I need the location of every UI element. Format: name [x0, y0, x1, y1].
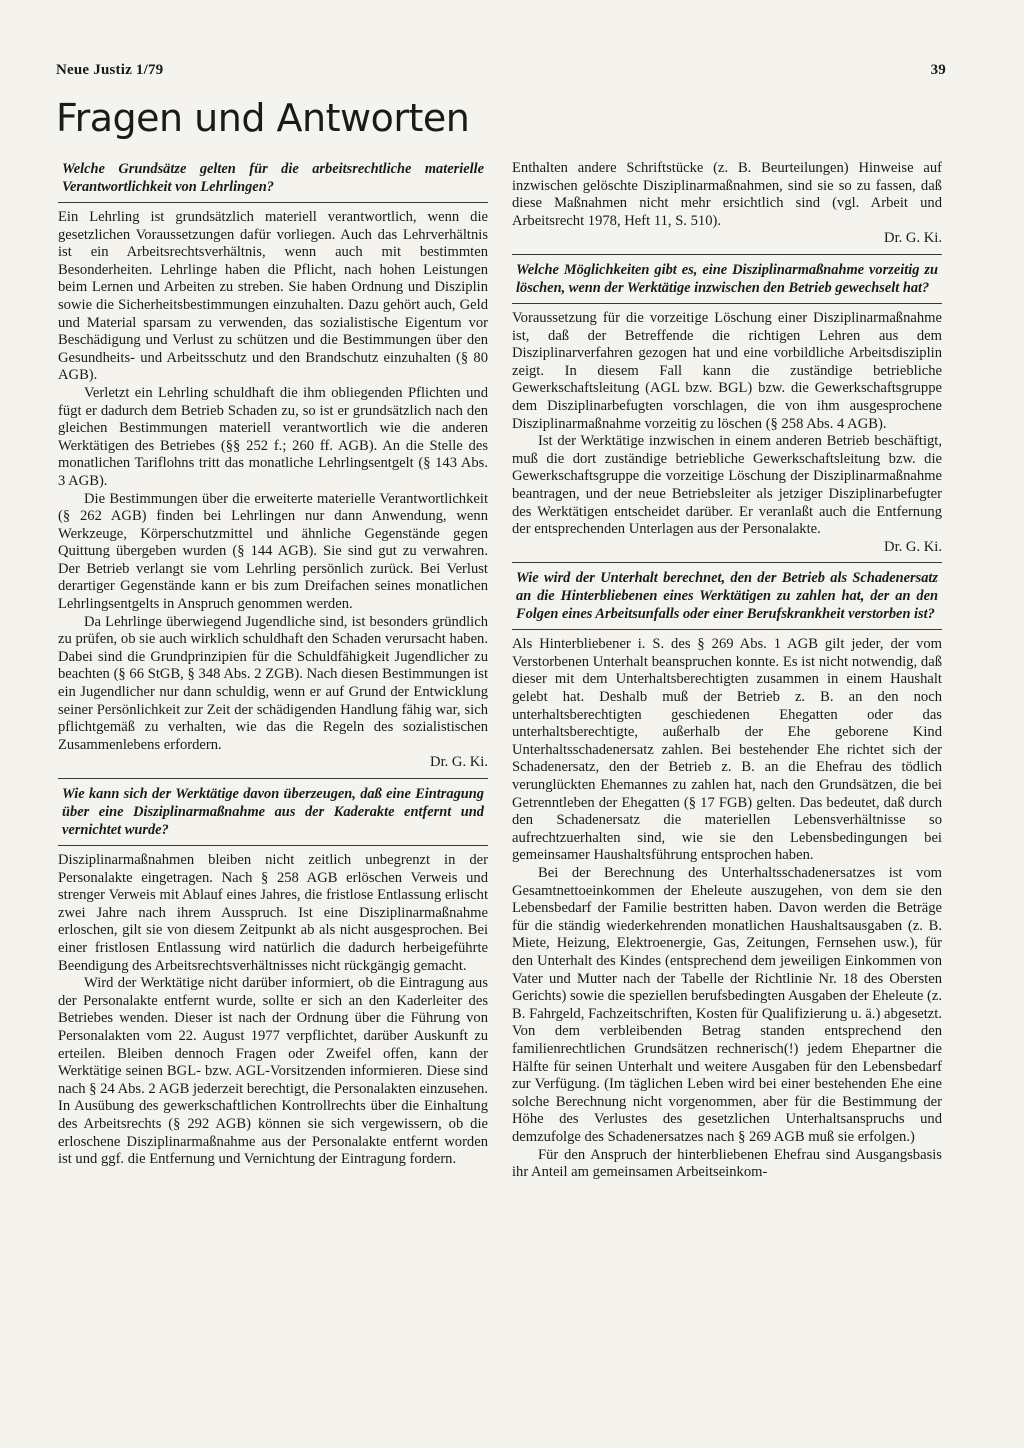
author-signature: Dr. G. Ki. — [884, 230, 942, 247]
answer-paragraph: Als Hinterbliebener i. S. des § 269 Abs. 1 AGB gilt jeder, der vom Verstorbenen Unterhalt beanspruchen konnte. Es ist nicht notwendig, daß dieser mit dem Unterhaltsberechtigten zusammen in einem Haushalt gelebt hat. Deshalb muß der Betrieb z. B. an den noch unterhaltsberechtigten geschiedenen Ehegatten oder das unterhaltsberechtigte, außerhalb der Ehe geborene Kind Unterhaltsschadenersatz zahlen. Bei bestehender Ehe richtet sich der Schadenersatz, den der Betrieb z. B. an die Ehefrau des tödlich verunglückten Ehemannes zu zahlen hat, nach den Grundsätzen, die bei Getrenntleben der Ehegatten (§ 17 FGB) gelten. Das bedeutet, daß durch den Schadenersatz die materiellen Lebensverhältnisse so aufrechtzuerhalten sind, wie sie den Lebensbedingungen bei gemeinsamer Haushaltsführung entsprochen haben. — [512, 636, 942, 864]
answer-paragraph: Verletzt ein Lehrling schuldhaft die ihm obliegenden Pflichten und fügt er dadurch dem Betrieb Schaden zu, so ist er grundsätzlich nach den gleichen Bestimmungen materiell verantwortlich wie die anderen Werktätigen des Betriebes (§§ 252 f.; 260 ff. AGB). An die Stelle des monatlichen Tariflohns tritt das monatliche Lehrlingsentgelt (§ 143 Abs. 3 AGB). — [58, 384, 488, 489]
answer-paragraph: Bei der Berechnung des Unterhaltsschadenersatzes ist vom Gesamtnettoeinkommen der Eheleute auszugehen, von dem sie den Lebensbedarf der Familie bestritten haben. Davon werden die Beträge für die ständig wiederkehrenden monatlichen Haushaltsausgaben (z. B. Miete, Heizung, Elektroenergie, Gas, Zeitungen, Fernsehen usw.), für den Unterhalt des Kindes (entsprechend dem jeweiligen Einkommen von Vater und Mutter nach der Tabelle der Richtlinie Nr. 18 des Obersten Gerichts) sowie die speziellen berufsbedingten Ausgaben der Eheleute (z. B. Fahrgeld, Fachzeitschriften, Kosten für Qualifizierung u. ä.) abgesetzt. Von dem verbleibenden Betrag standen entsprechend den familienrechtlichen Grundsätzen rechnerisch(!) jedem Ehepartner die Hälfte für seinen Unterhalt und weitere Ausgaben für den Lebensbedarf zur Verfügung. (Im täglichen Leben wird bei einer bestehenden Ehe eine solche Berechnung nicht vorgenommen, aber für die Bestimmung der Höhe des Verlustes des gesetzlichen Unterhaltsanspruchs und demzufolge des Schadenersatzes nach § 269 AGB muß sie erfolgen.) — [512, 865, 942, 1145]
divider-rule — [512, 629, 942, 630]
answer-paragraph: Disziplinarmaßnahmen bleiben nicht zeitlich unbegrenzt in der Personalakte eingetragen. Nach § 258 AGB erlöschen Verweis und strenger Verweis mit Ablauf eines Jahres, die fristlose Entlassung erlischt zwei Jahre nach ihrem Ausspruch. Ist eine Disziplinarmaßnahme erloschen, gilt sie von diesem Zeitpunkt ab als nicht ausgesprochen. Bei einer fristlosen Entlassung wird natürlich die dadurch herbeigeführte Beendigung des Arbeitsrechtsverhältnisses nicht rückgängig gemacht. — [58, 852, 488, 974]
qa-block — [58, 160, 488, 772]
divider-rule — [58, 778, 488, 779]
section-title: Fragen und Antworten — [56, 96, 470, 140]
author-signature: Dr. G. Ki. — [884, 538, 942, 555]
qa-block — [512, 254, 942, 556]
right-column — [512, 160, 942, 1182]
divider-rule — [512, 303, 942, 304]
answer-paragraph: Wird der Werktätige nicht darüber informiert, ob die Eintragung aus der Personalakte entfernt wurde, sollte er sich an den Kaderleiter des Betriebes wenden. Dieser ist nach der Ordnung über die Führung von Personalakten vom 22. August 1977 verpflichtet, darüber Auskunft zu erteilen. Bleiben dennoch Fragen oder Zweifel offen, kann der Werktätige seinen BGL- bzw. AGL-Vorsitzenden informieren. Diese sind nach § 24 Abs. 2 AGB jederzeit berechtigt, die Personalakten einzusehen. In Ausübung des gewerkschaftlichen Kontrollrechts über die Einhaltung des Arbeitsrechts (§ 292 AGB) können sie sich vergewissern, ob die erloschene Disziplinarmaßnahme aus der Personalakte entfernt worden ist und ggf. die Entfernung und Vernichtung der Eintragung fordern. — [58, 975, 488, 1168]
answer-paragraph: Ist der Werktätige inzwischen in einem anderen Betrieb beschäftigt, muß die dort zuständige betriebliche Gewerkschaftsleitung bzw. die Gewerkschaftsgruppe die vorzeitige Löschung der Disziplinarmaßnahme beantragen, und der neue Betriebsleiter als jetziger Disziplinarbefugter des Werktätigen entscheidet darüber. Er veranlaßt auch die Entfernung der entsprechenden Unterlagen aus der Personalakte. — [512, 433, 942, 538]
qa-block — [58, 778, 488, 1169]
question-heading: Welche Grundsätze gelten für die arbeitsrechtliche materielle Verantwortlichkeit von Lehrlingen? — [62, 161, 484, 195]
question-heading: Wie kann sich der Werktätige davon überzeugen, daß eine Eintragung über eine Disziplinarmaßnahme aus der Kaderakte entfernt und vernichtet wurde? — [62, 786, 484, 838]
journal-issue: Neue Justiz 1/79 — [56, 62, 164, 78]
divider-rule — [58, 202, 488, 203]
divider-rule — [58, 845, 488, 846]
divider-rule — [512, 254, 942, 255]
answer-paragraph: Voraussetzung für die vorzeitige Löschung einer Disziplinarmaßnahme ist, daß der Betreffende die richtigen Lehren aus dem Disziplinarverfahren gezogen hat und eine vorbildliche Arbeitsdisziplin zeigt. In diesem Fall kann die zuständige betriebliche Gewerkschaftsleitung (AGL bzw. BGL) bzw. die Gewerkschaftsgruppe dem Disziplinarbefugten vorschlagen, die von ihm ausgesprochene Disziplinarmaßnahme vorzeitig zu löschen (§ 258 Abs. 4 AGB). — [512, 309, 942, 432]
page-number: 39 — [930, 62, 946, 78]
qa-block — [512, 160, 942, 248]
answer-paragraph: Ein Lehrling ist grundsätzlich materiell verantwortlich, wenn die gesetzlichen Voraussetzungen dafür vorliegen. Auch das Lehrverhältnis ist ein Arbeitsrechtsverhältnis, wenn auch mit bestimmten Besonderheiten. Lehrlinge haben die Pflicht, nach hohen Leistungen beim Lernen und Arbeiten zu streben. Sie haben Ordnung und Disziplin sowie die Sicherheitsbestimmungen einzuhalten. Dazu gehört auch, Geld und Material sparsam zu verwenden, das sozialistische Eigentum vor Beschädigung und Verlust zu schützen und die Bestimmungen über den Gesundheits- und Arbeitsschutz und den Brandschutz einzuhalten (§ 80 AGB). — [58, 209, 488, 384]
question-heading: Welche Möglichkeiten gibt es, eine Disziplinarmaßnahme vorzeitig zu löschen, wenn der Werktätige inzwischen den Betrieb gewechselt hat? — [516, 261, 938, 296]
answer-paragraph: Die Bestimmungen über die erweiterte materielle Verantwortlichkeit (§ 262 AGB) finden bei Lehrlingen nur dann Anwendung, wenn Werkzeuge, Körperschutzmittel und ähnliche Gegenstände gegen Quittung übergeben wurden (§ 144 AGB). Sie sind gut zu verwahren. Der Betrieb verlangt sie vom Lehrling persönlich zurück. Bei Verlust derartiger Gegenstände kann er bis zum Dreifachen seines monatlichen Lehrlingsentgelts in Anspruch genommen werden. — [58, 490, 488, 613]
author-signature: Dr. G. Ki. — [430, 754, 488, 771]
running-header — [56, 62, 946, 82]
qa-block — [512, 562, 942, 1181]
left-column — [58, 160, 488, 1169]
answer-paragraph: Enthalten andere Schriftstücke (z. B. Beurteilungen) Hinweise auf inzwischen gelöschte Disziplinarmaßnahmen, sind sie so zu fassen, daß diese Maßnahmen nicht mehr ersichtlich sind (vgl. Arbeit und Arbeitsrecht 1978, Heft 11, S. 510). — [512, 160, 942, 229]
answer-paragraph: Für den Anspruch der hinterbliebenen Ehefrau sind Ausgangsbasis ihr Anteil am gemeinsamen Arbeitseinkom- — [512, 1146, 942, 1181]
question-heading: Wie wird der Unterhalt berechnet, den der Betrieb als Schadenersatz an die Hinterbliebenen eines Werktätigen zu zahlen hat, der an den Folgen eines Arbeitsunfalls oder einer Berufskrankheit verstorben ist? — [516, 570, 938, 623]
answer-paragraph: Da Lehrlinge überwiegend Jugendliche sind, ist besonders gründlich zu prüfen, ob sie auch wirklich schuldhaft den Schaden verursacht haben. Dabei sind die Grundprinzipien für die Schuldfähigkeit Jugendlicher zu beachten (§ 66 StGB, § 348 Abs. 2 ZGB). Nach diesen Bestimmungen ist ein Jugendlicher nur dann schuldig, wenn er auf Grund der Entwicklung seiner Persönlichkeit zur Zeit der schädigenden Handlung fähig war, sich pflichtgemäß zu verhalten, wie das die Regeln des sozialistischen Zusammenlebens erfordern. — [58, 613, 488, 753]
divider-rule — [512, 562, 942, 563]
